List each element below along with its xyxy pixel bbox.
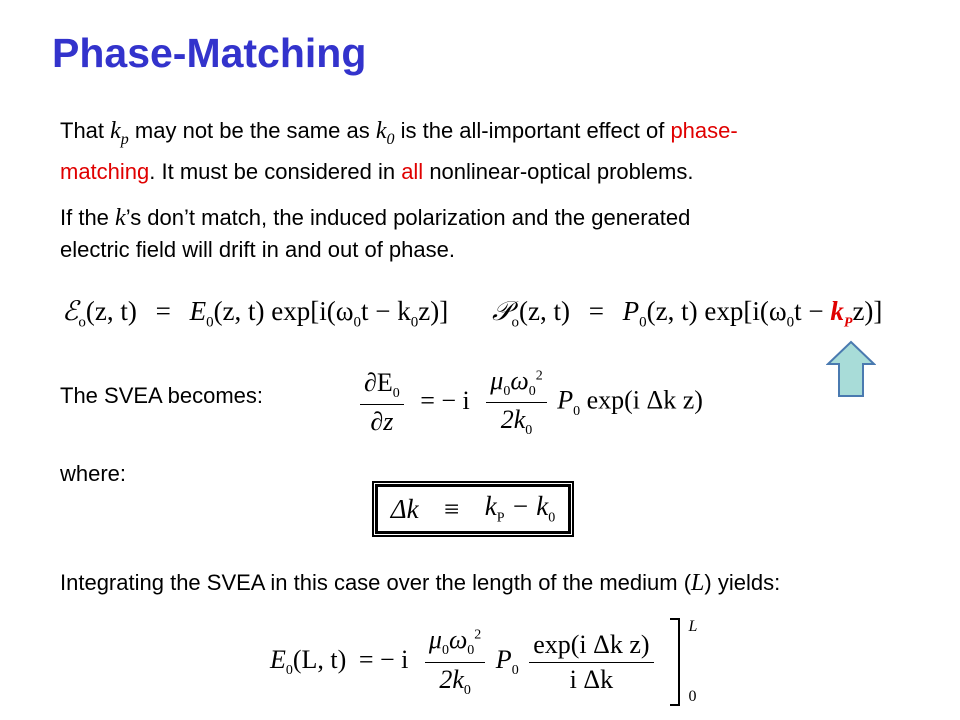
equiv-sign: ≡ (444, 493, 460, 524)
delta-k: Δk (390, 493, 419, 524)
delta-k-rhs: $k_P - k_0$ (484, 491, 556, 526)
all-highlight: all (401, 158, 424, 184)
field-equation: ℰ$_o$(z, $t) = E_0(z$, t) $\exp[i(\omega_0t - k_0z)]$ (62, 296, 449, 331)
where-label: where: (60, 461, 127, 486)
up-arrow-icon (826, 340, 876, 398)
para2-line2: electric field will drift in and out of phase. (60, 237, 455, 262)
svea-label: The SVEA becomes: (60, 383, 263, 408)
polarization-equation: 𝒫$_o$(z, $t) = P_0(z$, t) $\exp[i(\omega_0t - k_Pz)]$ (492, 296, 883, 331)
paragraph-phase-matching (60, 115, 738, 188)
k-symbol: k (115, 205, 126, 231)
final-equation: $E_0(L$, t) = − i $\frac{\mu_0\omega_0^2}{2k_0}$ $P_0$ $\frac{\text{exp(i Δk z)}}{\text{i Δk}}$ L 0 (270, 618, 698, 705)
para2-line1: If the k’s don’t match, the induced polarization and the generated (60, 205, 691, 231)
integrating-label: Integrating the SVEA in this case over the length of the medium (L) yields: (60, 570, 781, 596)
matching-highlight: matching (60, 158, 150, 184)
kp-highlight: $k_P$ (830, 296, 853, 331)
L-symbol: L (691, 570, 705, 596)
evaluation-bracket (670, 618, 680, 706)
final-exp-fraction: $\frac{\text{exp(i Δk z)}}{\text{i Δk}}$ (529, 630, 653, 695)
final-coefficient: $\frac{\mu_0\omega_0^2}{2k_0}$ (425, 625, 485, 698)
para1-line1: That $k_p$ may not be the same as $k_0$ is the all-important effect of phase- (60, 118, 738, 148)
k0-symbol: $k_0$ (375, 118, 395, 148)
integration-limits (689, 618, 698, 706)
lower-limit: 0 (688, 688, 697, 705)
page-title: Phase-Matching (52, 30, 367, 76)
delta-k-definition-box (375, 484, 571, 534)
kp-symbol: $k_p$ (110, 118, 129, 148)
svea-coefficient: $\frac{\mu_0\omega_0^2}{2k_0}$ (486, 366, 546, 439)
svea-lhs-fraction: $\frac{\partial E_0}{\partial z}$ (360, 368, 404, 437)
upper-limit: L (688, 618, 698, 635)
para1-line2: matching. It must be considered in all nonlinear-optical problems. (60, 158, 694, 184)
svea-equation: $\frac{\partial E_0}{\partial z}$ = − i $\frac{\mu_0\omega_0^2}{2k_0}$ $P_0$ exp(i Δk z) (356, 366, 703, 439)
paragraph-k-mismatch (60, 202, 690, 266)
phase-highlight: phase- (670, 118, 738, 143)
